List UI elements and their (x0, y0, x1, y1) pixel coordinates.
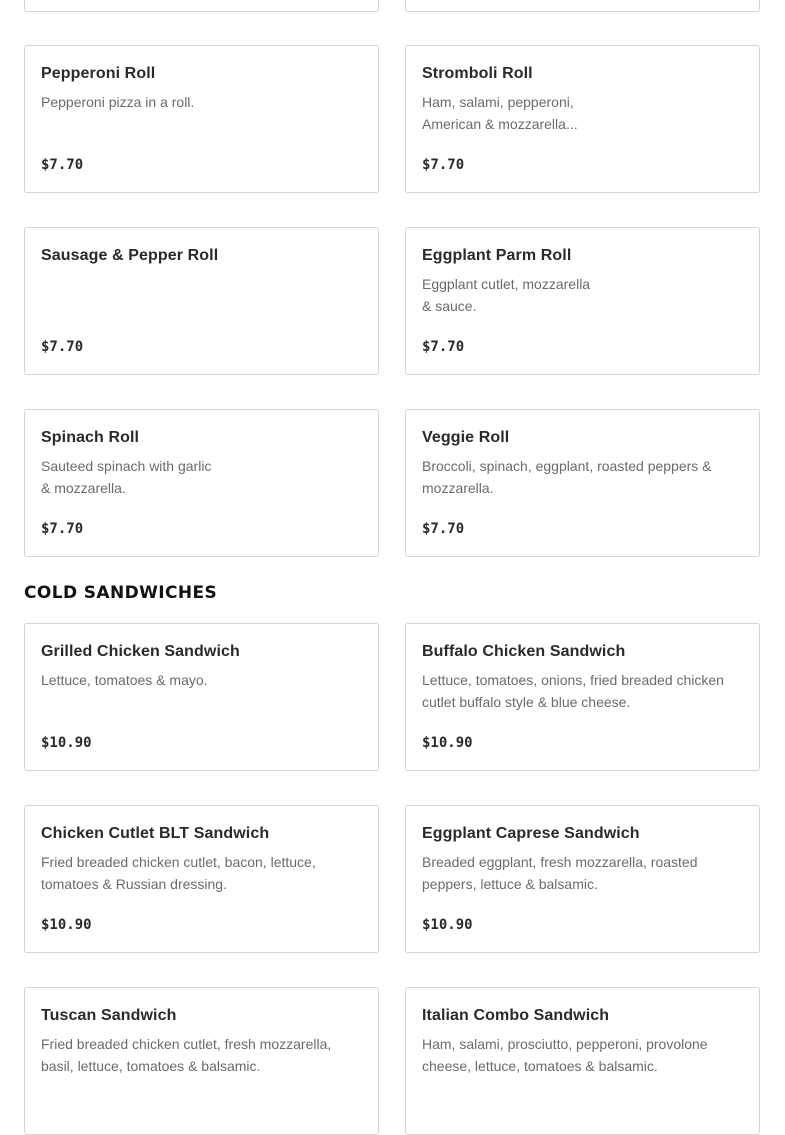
menu-item-card[interactable] (24, 45, 379, 193)
menu-item-card[interactable] (24, 227, 379, 375)
item-name: Buffalo Chicken Sandwich (422, 643, 626, 660)
item-price: $7.70 (41, 521, 84, 537)
item-price: $10.90 (41, 917, 92, 933)
item-price: $7.70 (41, 157, 84, 173)
item-name: Tuscan Sandwich (41, 1007, 177, 1024)
item-description: Sauteed spinach with garlic & mozzarella. (41, 458, 212, 496)
item-name: Pepperoni Roll (41, 65, 156, 82)
item-name: Veggie Roll (422, 429, 510, 446)
menu-item-card[interactable] (405, 0, 760, 12)
menu-item-card[interactable] (405, 409, 760, 557)
item-description: Ham, salami, pepperoni, American & mozzarella... (422, 94, 578, 132)
item-description: Fried breaded chicken cutlet, fresh mozzarella, basil, lettuce, tomatoes & balsamic. (41, 1036, 332, 1074)
item-name: Italian Combo Sandwich (422, 1007, 610, 1024)
item-price: $10.90 (422, 917, 473, 933)
menu-item-card[interactable] (405, 227, 760, 375)
item-name: Stromboli Roll (422, 65, 533, 82)
item-description: Ham, salami, prosciutto, pepperoni, provolone cheese, lettuce, tomatoes & balsamic. (422, 1036, 708, 1074)
item-description: Breaded eggplant, fresh mozzarella, roasted peppers, lettuce & balsamic. (422, 854, 698, 892)
menu-item-card[interactable] (24, 987, 379, 1135)
item-price: $10.90 (422, 735, 473, 751)
item-description: Broccoli, spinach, eggplant, roasted peppers & mozzarella. (422, 458, 712, 496)
item-price: $10.90 (41, 735, 92, 751)
menu-item-card[interactable] (405, 45, 760, 193)
menu-item-card[interactable] (24, 805, 379, 953)
item-name: Spinach Roll (41, 429, 140, 446)
item-price: $7.70 (422, 157, 465, 173)
item-description: Lettuce, tomatoes & mayo. (41, 672, 208, 688)
item-name: Chicken Cutlet BLT Sandwich (41, 825, 270, 842)
item-description: Eggplant cutlet, mozzarella & sauce. (422, 276, 591, 314)
menu-item-card[interactable] (405, 623, 760, 771)
menu-item-card[interactable] (24, 623, 379, 771)
item-price: $7.70 (422, 339, 465, 355)
item-name: Grilled Chicken Sandwich (41, 643, 240, 660)
item-name: Eggplant Parm Roll (422, 247, 572, 264)
menu-item-card[interactable] (24, 0, 379, 12)
menu-item-card[interactable] (405, 987, 760, 1135)
item-description: Lettuce, tomatoes, onions, fried breaded chicken cutlet buffalo style & blue cheese. (422, 672, 724, 710)
item-price: $7.70 (422, 521, 465, 537)
item-name: Eggplant Caprese Sandwich (422, 825, 640, 842)
menu-item-card[interactable] (405, 805, 760, 953)
item-name: Sausage & Pepper Roll (41, 247, 219, 264)
menu-item-card[interactable] (24, 409, 379, 557)
item-description: Fried breaded chicken cutlet, bacon, lettuce, tomatoes & Russian dressing. (41, 854, 316, 892)
item-description: Pepperoni pizza in a roll. (41, 94, 195, 110)
item-price: $7.70 (41, 339, 84, 355)
section-heading-cold-sandwiches: COLD SANDWICHES (24, 583, 218, 603)
